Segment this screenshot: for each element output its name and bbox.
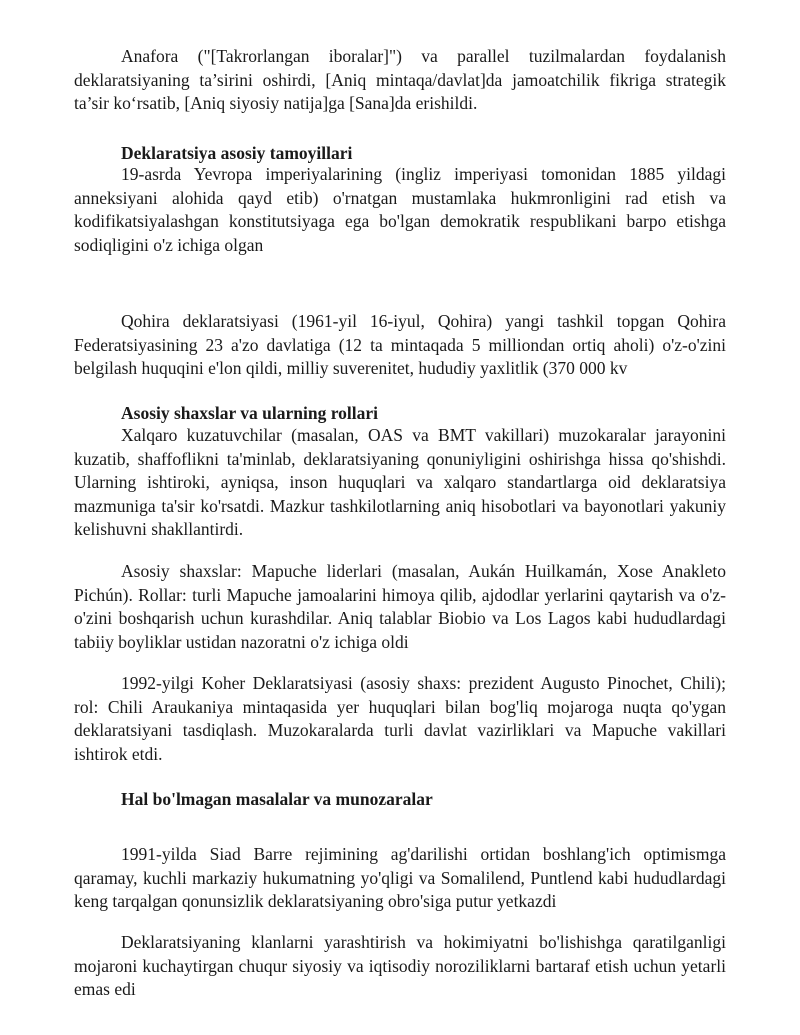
paragraph-cairo-declaration: Qohira deklaratsiyasi (1961-yil 16-iyul, Qohira) yangi tashkil topgan Qohira Federatsiyasining 23 a'zo davlatiga (12 ta mintaqada 5 milliondan ortiq aholi) o'z-o'zini belgilash huquqini e'lon qildi, milliy suverenitet, hududiy yaxlitlik (370 000 kv [74,311,726,378]
paragraph-clan-reconciliation: Deklaratsiyaning klanlarni yarashtirish va hokimiyatni bo'lishishga qaratilganligi mojaroni kuchaytirgan chuqur siyosiy va iqtisodiy noroziliklarni bartaraf etish uchun yetarli emas edi [74,932,726,999]
paragraph-colonial-rule: 19-asrda Yevropa imperiyalarining (ingliz imperiyasi tomonidan 1885 yildagi anneksiyani alohida qayd etib) o'rnatgan mustamlaka hukmronligini rad etish va kodifikatsiyalashgan konstitutsiyaga ega bo'lgan demokratik respublikani barpo etishga sodiqligini o'z ichiga olgan [74,164,726,255]
heading-key-figures: Asosiy shaxslar va ularning rollari [121,403,379,423]
heading-principles: Deklaratsiya asosiy tamoyillari [121,143,353,163]
paragraph-anafora: Anafora ("[Takrorlangan iboralar]") va parallel tuzilmalardan foydalanish deklaratsiyaning ta’sirini oshirdi, [Aniq mintaqa/davlat]da jamoatchilik fikriga strategik ta’sir ko‘rsatib, [Aniq siyosiy natija]ga [Sana]da erishildi. [74,46,726,113]
paragraph-siad-barre: 1991-yilda Siad Barre rejimining ag'darilishi ortidan boshlang'ich optimismga qaramay, kuchli markaziy hukumatning yo'qligi va Somalilend, Puntlend kabi hududlardagi keng tarqalgan qonunsizlik deklaratsiyaning obro'siga putur yetkazdi [74,844,726,911]
paragraph-mapuche-leaders: Asosiy shaxslar: Mapuche liderlari (masalan, Aukán Huilkamán, Xose Anakleto Pichún). Rollar: turli Mapuche jamoalarini himoya qilib, ajdodlar yerlarini qaytarish va o'z-o'zini boshqarish uchun kurashdilar. Aniq talablar Biobio va Los Lagos kabi hududlardagi tabiiy boyliklar ustidan nazoratni o'z ichiga oldi [74,561,726,652]
paragraph-international-observers: Xalqaro kuzatuvchilar (masalan, OAS va BMT vakillari) muzokaralar jarayonini kuzatib, shaffoflikni ta'minlab, deklaratsiyaning qonuniyligini oshirishga hissa qo'shishdi. Ularning ishtiroki, ayniqsa, inson huquqlari va xalqaro standartlarga oid deklaratsiya mazmuniga ta'sir ko'rsatdi. Mazkur tashkilotlarning aniq hisobotlari va bayonotlari yakuniy kelishuvni shakllantirdi. [74,425,726,539]
heading-unresolved-issues: Hal bo'lmagan masalalar va munozaralar [121,789,433,809]
paragraph-koher-declaration: 1992-yilgi Koher Deklaratsiyasi (asosiy shaxs: prezident Augusto Pinochet, Chili); rol: Chili Araukaniya mintaqasida yer huquqlari bilan bog'liq mojaroga nuqta qo'ygan deklaratsiyani tasdiqlash. Muzokaralarda turli davlat vazirliklari va Mapuche vakillari ishtirok etdi. [74,673,726,764]
